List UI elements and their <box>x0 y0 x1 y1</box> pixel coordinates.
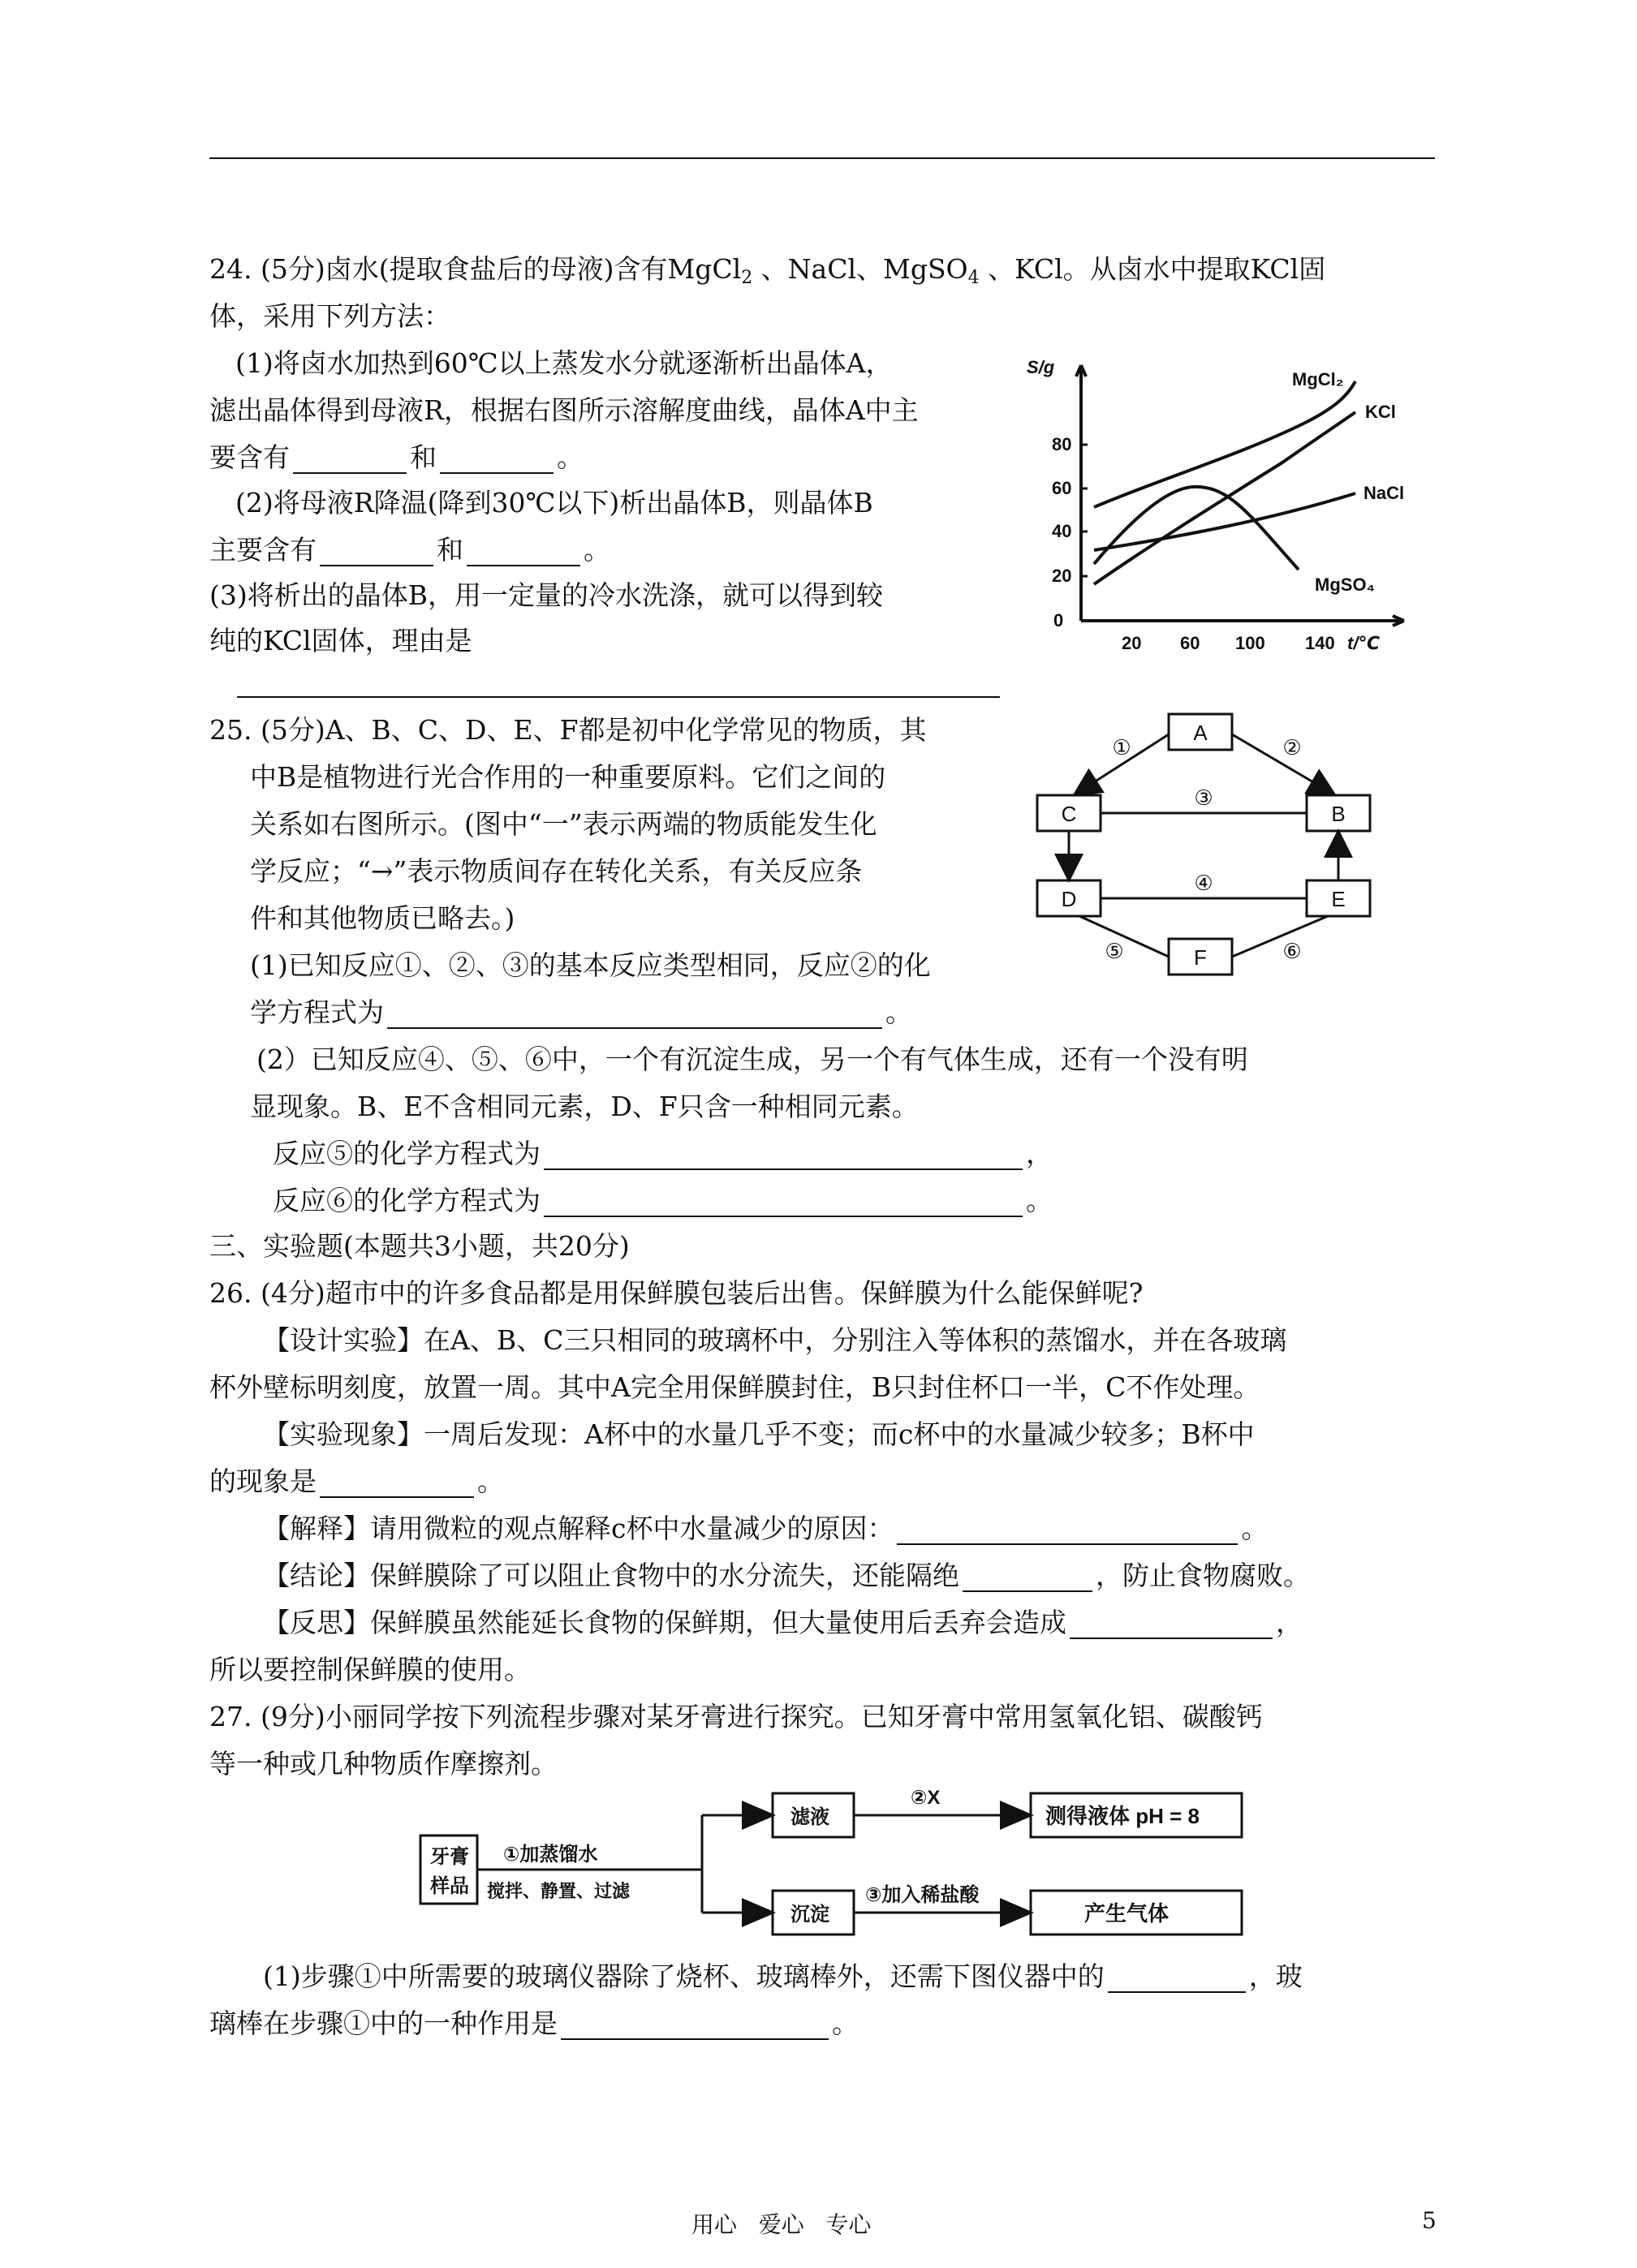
q25-line4: 学反应；“→”表示物质间存在转化关系，有关反应条 <box>250 855 863 887</box>
answer-blank-24-2[interactable] <box>440 448 554 474</box>
answer-blank-26-3[interactable] <box>963 1566 1092 1592</box>
answer-blank-26-2[interactable] <box>897 1519 1238 1545</box>
ytick-80: 80 <box>1052 434 1072 454</box>
answer-blank-26-1[interactable] <box>320 1472 474 1498</box>
ytick-60: 60 <box>1052 478 1072 498</box>
precipitate-label: 沉淀 <box>790 1904 829 1926</box>
q24-line4: 滤出晶体得到母液R，根据右图所示溶解度曲线，晶体A中主 <box>209 394 919 426</box>
xtick-100: 100 <box>1235 633 1265 653</box>
q25-line6: (1)已知反应①、②、③的基本反应类型相同，反应②的化 <box>250 949 931 981</box>
header-rule <box>209 157 1435 159</box>
answer-blank-25-2[interactable] <box>544 1144 1023 1170</box>
q26-line2: 【设计实验】在A、B、C三只相同的玻璃杯中，分别注入等体积的蒸馏水，并在各玻璃 <box>263 1324 1287 1356</box>
q25-line2: 中B是植物进行光合作用的一种重要原料。它们之间的 <box>250 761 886 793</box>
q25-line9: 显现象。B、E不含相同元素，D、F只含一种相同元素。 <box>250 1091 919 1122</box>
chart-xlabel: t/℃ <box>1347 633 1381 653</box>
ytick-20: 20 <box>1052 566 1072 586</box>
q25-line3: 关系如右图所示。(图中“一”表示两端的物质能发生化 <box>250 808 877 840</box>
toothpaste-flowchart <box>414 1777 1250 1956</box>
q24-line6: (2)将母液R降温(降到30℃以下)析出晶体B，则晶体B <box>235 487 873 519</box>
curve-mgso4 <box>1094 487 1299 570</box>
q26-line5: 的现象是 。 <box>209 1465 504 1497</box>
node-e: E <box>1331 887 1346 911</box>
q26-line3: 杯外壁标明刻度，放置一周。其中A完全用保鲜膜封住，B只封住杯口一半，C不作处理。 <box>209 1371 1260 1403</box>
step-1-sub-label: 搅拌、静置、过滤 <box>487 1881 631 1901</box>
q27-line1: 27. (9分)小丽同学按下列流程步骤对某牙膏进行探究。已知牙膏中常用氢氧化铝、碳酸钙 <box>209 1701 1263 1732</box>
answer-blank-27-1[interactable] <box>1108 1967 1246 1993</box>
step-3-label: ③加入稀盐酸 <box>865 1884 980 1906</box>
answer-blank-25-1[interactable] <box>387 1003 882 1029</box>
q25-line7: 学方程式为 。 <box>250 996 912 1028</box>
answer-blank-25-3[interactable] <box>544 1191 1023 1217</box>
filtrate-label: 滤液 <box>790 1806 829 1828</box>
result-ph-label: 测得液体 pH = 8 <box>1045 1804 1200 1828</box>
link-e-f <box>1232 916 1328 957</box>
ytick-40: 40 <box>1052 521 1072 541</box>
section-3-title: 三、实验题(本题共3小题，共20分) <box>209 1230 630 1262</box>
label-reaction-3: ③ <box>1194 785 1213 810</box>
xtick-140: 140 <box>1305 633 1335 653</box>
node-b: B <box>1331 802 1346 826</box>
step-2-label: ②X <box>911 1787 941 1809</box>
q27-line2: 等一种或几种物质作摩擦剂。 <box>209 1748 558 1780</box>
label-mgso4: MgSO₄ <box>1315 575 1376 595</box>
q26-line1: 26. (4分)超市中的许多食品都是用保鲜膜包装后出售。保鲜膜为什么能保鲜呢? <box>209 1277 1144 1309</box>
q25-line11: 反应⑥的化学方程式为 。 <box>273 1185 1053 1216</box>
answer-blank-27-2[interactable] <box>561 2014 829 2040</box>
chart-ylabel: S/g <box>1027 357 1055 377</box>
q26-line6: 【解释】请用微粒的观点解释c杯中水量减少的原因： 。 <box>263 1513 1269 1544</box>
label-mgcl2: MgCl₂ <box>1292 369 1344 389</box>
q26-line9: 所以要控制保鲜膜的使用。 <box>209 1654 531 1685</box>
q26-line4: 【实验现象】一周后发现：A杯中的水量几乎不变；而c杯中的水量减少较多；B杯中 <box>263 1418 1255 1450</box>
answer-blank-24-4[interactable] <box>467 540 580 566</box>
label-reaction-4: ④ <box>1194 871 1213 895</box>
q27-line4: 璃棒在步骤①中的一种作用是 。 <box>209 2008 859 2039</box>
solubility-chart <box>1023 349 1477 674</box>
footer-motto: 用心 爱心 专心 <box>691 2211 872 2238</box>
result-gas-label: 产生气体 <box>1084 1901 1170 1926</box>
answer-blank-26-4[interactable] <box>1070 1613 1273 1639</box>
q25-line1: 25. (5分)A、B、C、D、E、F都是初中化学常见的物质，其 <box>209 714 927 746</box>
label-reaction-5: ⑤ <box>1105 939 1124 963</box>
answer-blank-24-3[interactable] <box>320 540 433 566</box>
step-1-label: ①加蒸馏水 <box>503 1844 598 1866</box>
q24-line5: 要含有 和 。 <box>209 441 584 473</box>
q24-line2: 体，采用下列方法： <box>209 300 450 332</box>
label-nacl: NaCl <box>1363 483 1405 503</box>
answer-blank-24-1[interactable] <box>293 448 407 474</box>
node-f: F <box>1194 945 1207 970</box>
curve-kcl <box>1094 412 1355 584</box>
relation-diagram <box>1031 710 1388 986</box>
q25-line5: 件和其他物质已略去。) <box>250 902 515 934</box>
sample-label-2: 样品 <box>430 1875 469 1897</box>
q25-line10: 反应⑤的化学方程式为 ， <box>273 1138 1053 1169</box>
link-d-f <box>1079 916 1169 957</box>
page-number: 5 <box>1422 2207 1437 2234</box>
label-kcl: KCl <box>1365 402 1396 422</box>
q26-line7: 【结论】保鲜膜除了可以阻止食物中的水分流失，还能隔绝 ，防止食物腐败。 <box>263 1560 1310 1591</box>
label-reaction-1: ① <box>1112 735 1131 760</box>
q24-line9: 纯的KCl固体，理由是 <box>209 625 472 656</box>
xtick-60: 60 <box>1180 633 1200 653</box>
label-reaction-6: ⑥ <box>1282 939 1302 963</box>
node-c: C <box>1061 802 1077 826</box>
q24-line7: 主要含有 和 。 <box>209 534 610 566</box>
sample-label-1: 牙膏 <box>430 1846 469 1868</box>
label-reaction-2: ② <box>1282 735 1302 760</box>
xtick-20: 20 <box>1122 633 1142 653</box>
answer-line-24-5[interactable] <box>237 696 1000 698</box>
curve-mgcl2 <box>1094 381 1355 507</box>
q27-line3: (1)步骤①中所需要的玻璃仪器除了烧杯、玻璃棒外，还需下图仪器中的 ，玻 <box>263 1960 1303 1992</box>
q24-line1: 24. (5分)卤水(提取食盐后的母液)含有MgCl$_2$ 、NaCl、MgSO$_4$ 、KCl。从卤水中提取KCl固 <box>209 253 1326 288</box>
q24-line8: (3)将析出的晶体B，用一定量的冷水洗涤，就可以得到较 <box>209 579 883 611</box>
node-d: D <box>1061 887 1077 911</box>
q26-line8: 【反思】保鲜膜虽然能延长食物的保鲜期，但大量使用后丢弃会造成 ， <box>263 1607 1303 1638</box>
ytick-0: 0 <box>1053 610 1064 630</box>
q25-line8: (2）已知反应④、⑤、⑥中，一个有沉淀生成，另一个有气体生成，还有一个没有明 <box>256 1044 1248 1075</box>
q24-line3: (1)将卤水加热到60℃以上蒸发水分就逐渐析出晶体A， <box>235 347 893 379</box>
node-a: A <box>1193 721 1208 745</box>
